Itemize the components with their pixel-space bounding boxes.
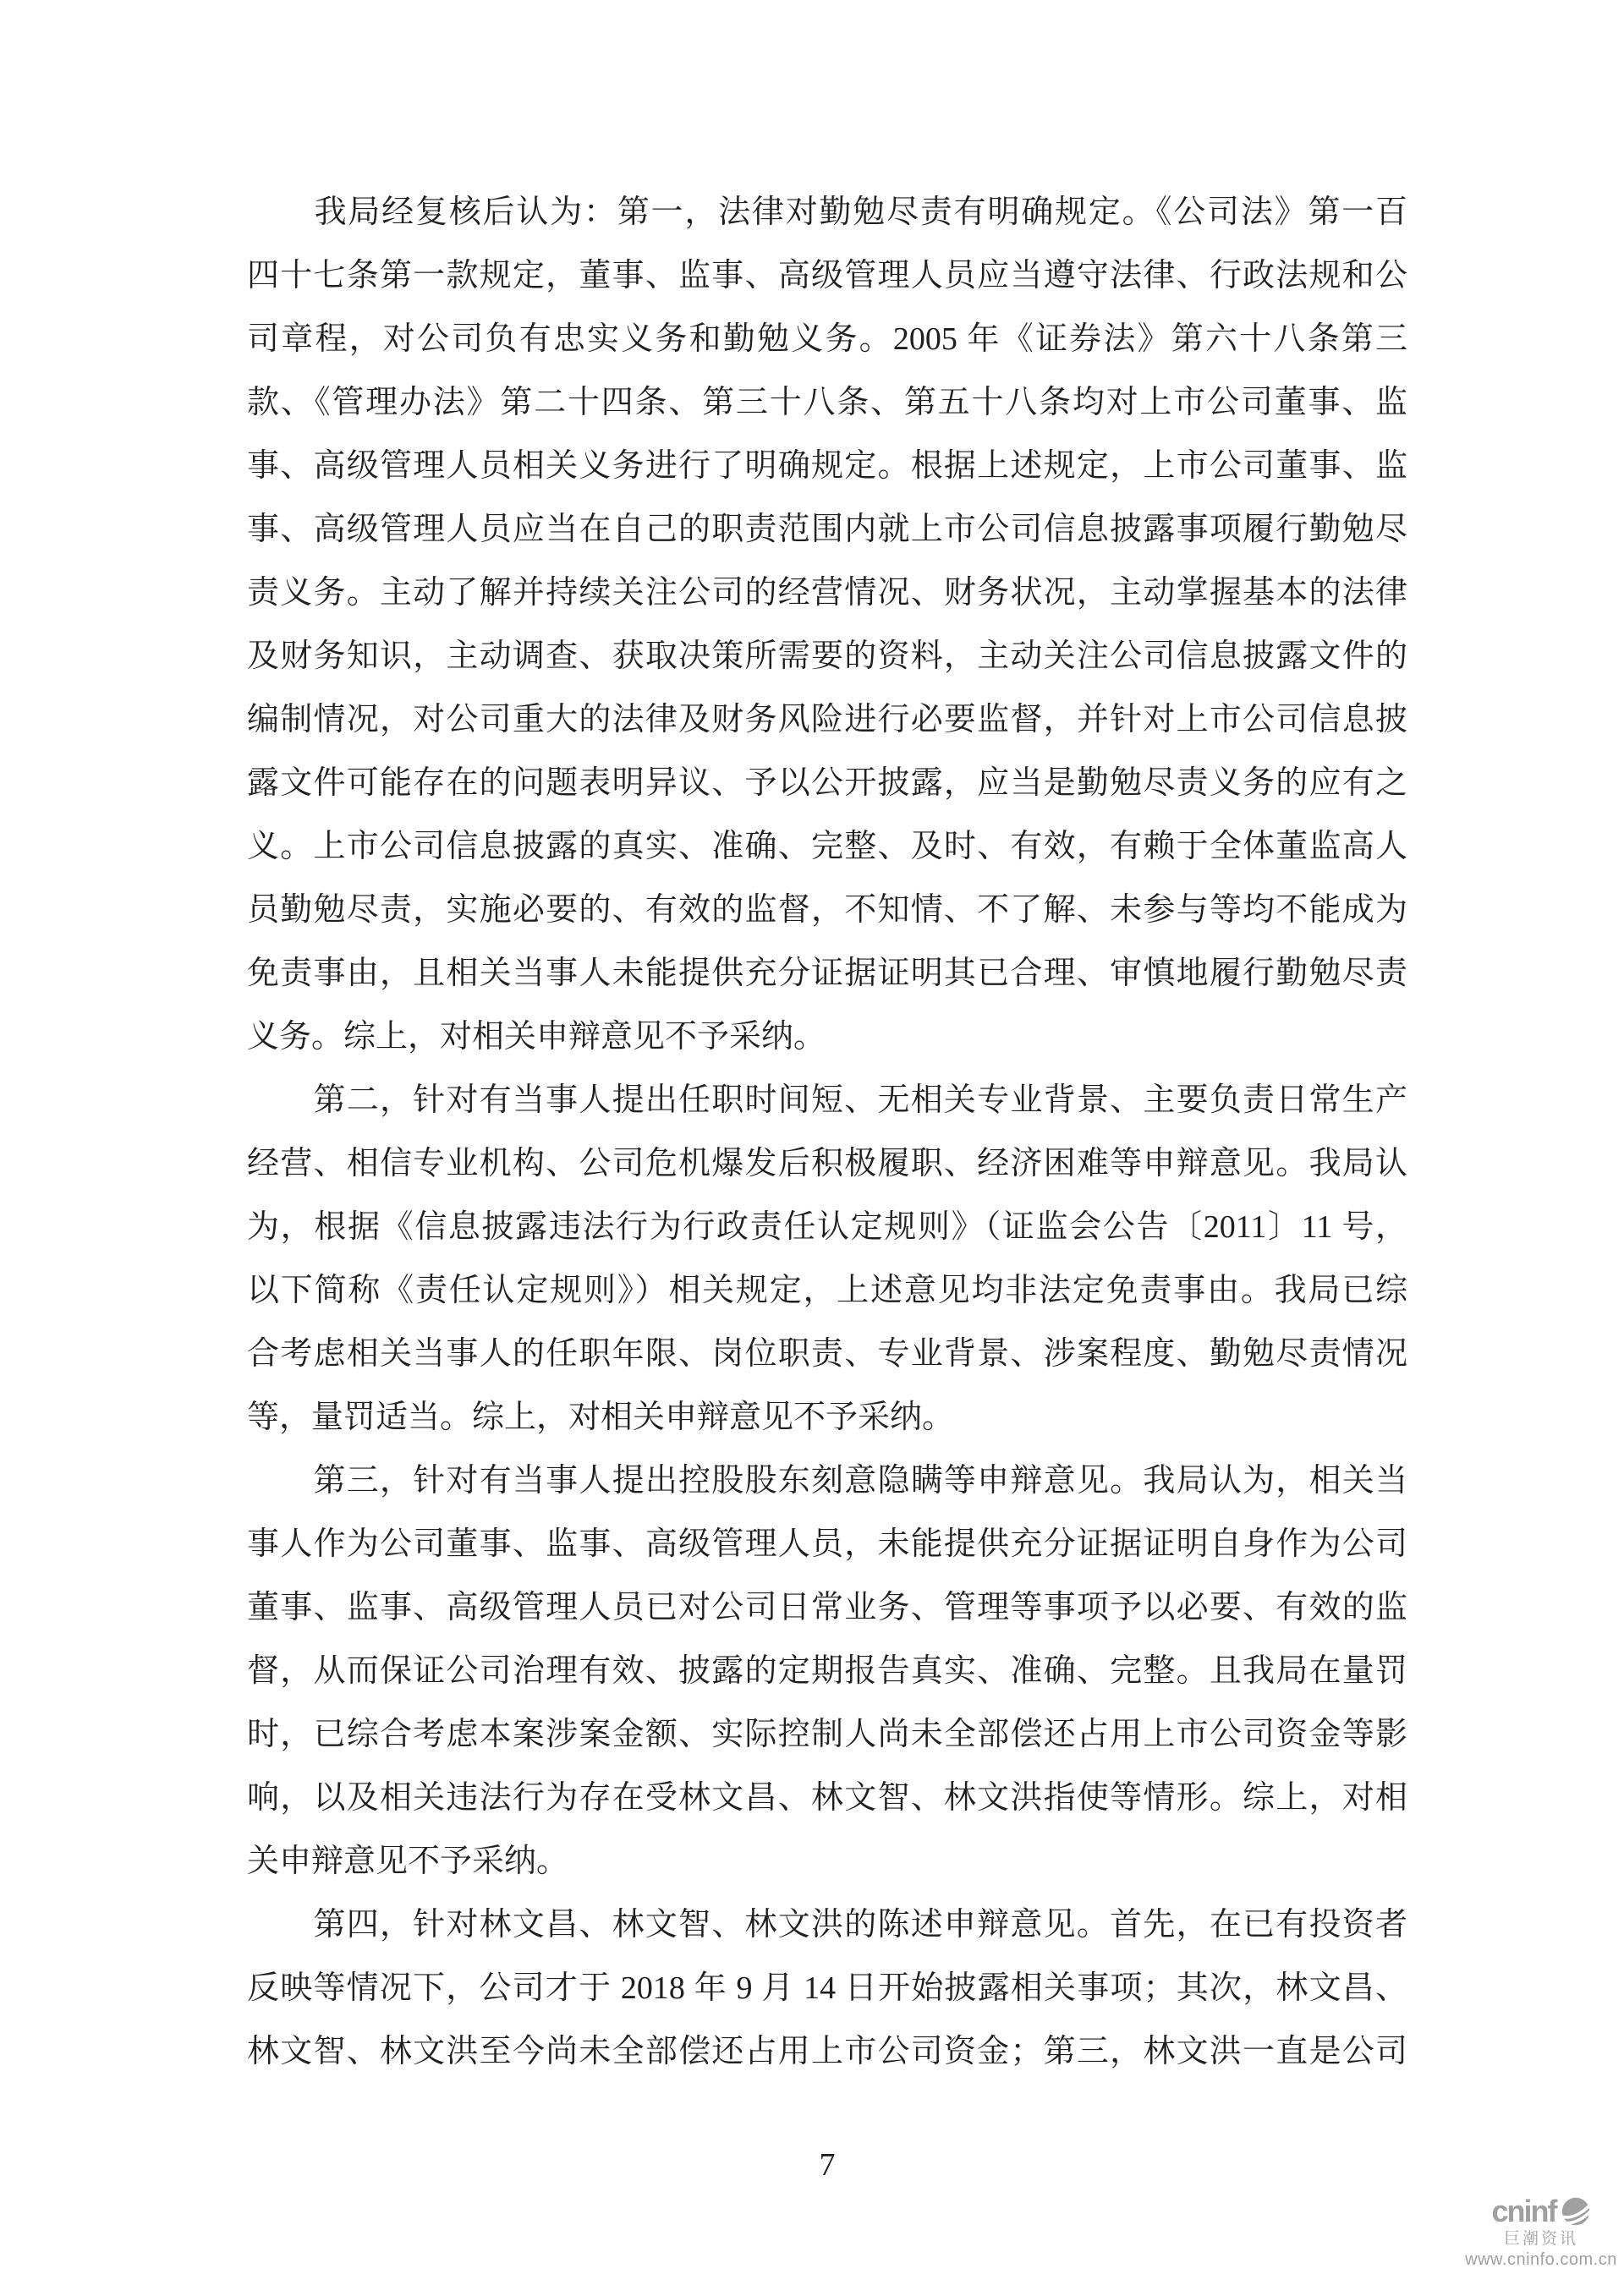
text-line: 以下简称《责任认定规则》）相关规定，上述意见均非法定免责事由。我局已综 <box>247 1273 1407 1308</box>
text-line: 第三，针对有当事人提出控股股东刻意隐瞒等申辩意见。我局认为，相关当 <box>247 1463 1407 1499</box>
text-line: 员勤勉尽责，实施必要的、有效的监督，不知情、不了解、未参与等均不能成为 <box>247 892 1407 928</box>
text-line: 款、《管理办法》第二十四条、第三十八条、第五十八条均对上市公司董事、监 <box>247 385 1407 420</box>
text-line: 合考虑相关当事人的任职年限、岗位职责、专业背景、涉案程度、勤勉尽责情况 <box>247 1336 1407 1372</box>
text-line: 等，量罚适当。综上，对相关申辩意见不予采纳。 <box>247 1400 955 1435</box>
document-body <box>247 181 1407 2084</box>
text-line: 免责事由，且相关当事人未能提供充分证据证明其已合理、审慎地履行勤勉尽责 <box>247 956 1407 991</box>
text-line: 第二，针对有当事人提出任职时间短、无相关专业背景、主要负责日常生产 <box>247 1082 1407 1118</box>
text-line: 关申辩意见不予采纳。 <box>247 1844 569 1879</box>
cninfo-wordmark: cninf <box>1491 2194 1556 2228</box>
globe-swoosh-icon <box>1561 2196 1591 2227</box>
text-line: 事、高级管理人员应当在自己的职责范围内就上市公司信息披露事项履行勤勉尽 <box>247 512 1407 547</box>
cninfo-logo <box>1457 2194 1624 2268</box>
text-line: 时，已综合考虑本案涉案金额、实际控制人尚未全部偿还占用上市公司资金等影 <box>247 1717 1407 1752</box>
text-line: 及财务知识，主动调查、获取决策所需要的资料，主动关注公司信息披露文件的 <box>247 638 1407 674</box>
text-line: 经营、相信专业机构、公司危机爆发后积极履职、经济困难等申辩意见。我局认 <box>247 1146 1407 1181</box>
text-line: 为，根据《信息披露违法行为行政责任认定规则》（证监会公告〔2011〕11 号， <box>247 1209 1407 1245</box>
text-line: 响，以及相关违法行为存在受林文昌、林文智、林文洪指使等情形。综上，对相 <box>247 1780 1407 1816</box>
text-line: 林文智、林文洪至今尚未全部偿还占用上市公司资金；第三，林文洪一直是公司 <box>247 2034 1407 2069</box>
text-line: 董事、监事、高级管理人员已对公司日常业务、管理等事项予以必要、有效的监 <box>247 1590 1407 1625</box>
text-line: 义。上市公司信息披露的真实、准确、完整、及时、有效，有赖于全体董监高人 <box>247 829 1407 864</box>
cninfo-chinese-name: 巨潮资讯 <box>1503 2230 1578 2248</box>
cninfo-logo-row <box>1457 2194 1624 2229</box>
text-line: 四十七条第一款规定，董事、监事、高级管理人员应当遵守法律、行政法规和公 <box>247 258 1407 293</box>
text-line: 事、高级管理人员相关义务进行了明确规定。根据上述规定，上市公司董事、监 <box>247 448 1407 484</box>
text-line: 事人作为公司董事、监事、高级管理人员，未能提供充分证据证明自身作为公司 <box>247 1526 1407 1562</box>
text-line: 编制情况，对公司重大的法律及财务风险进行必要监督，并针对上市公司信息披 <box>247 702 1407 737</box>
text-line: 我局经复核后认为：第一，法律对勤勉尽责有明确规定。《公司法》第一百 <box>247 195 1407 230</box>
page-number: 7 <box>819 2147 836 2183</box>
text-line: 义务。综上，对相关申辩意见不予采纳。 <box>247 1019 826 1055</box>
text-line: 督，从而保证公司治理有效、披露的定期报告真实、准确、完整。且我局在量罚 <box>247 1653 1407 1689</box>
text-line: 反映等情况下，公司才于 2018 年 9 月 14 日开始披露相关事项；其次，林文昌、 <box>247 1970 1407 2006</box>
text-line: 第四，针对林文昌、林文智、林文洪的陈述申辩意见。首先，在已有投资者 <box>247 1907 1407 1943</box>
text-line: 责义务。主动了解并持续关注公司的经营情况、财务状况，主动掌握基本的法律 <box>247 575 1407 611</box>
text-line: 司章程，对公司负有忠实义务和勤勉义务。2005 年《证券法》第六十八条第三 <box>247 321 1407 357</box>
text-line: 露文件可能存在的问题表明异议、予以公开披露，应当是勤勉尽责义务的应有之 <box>247 765 1407 801</box>
cninfo-url: www.cninfo.com.cn <box>1465 2250 1617 2269</box>
